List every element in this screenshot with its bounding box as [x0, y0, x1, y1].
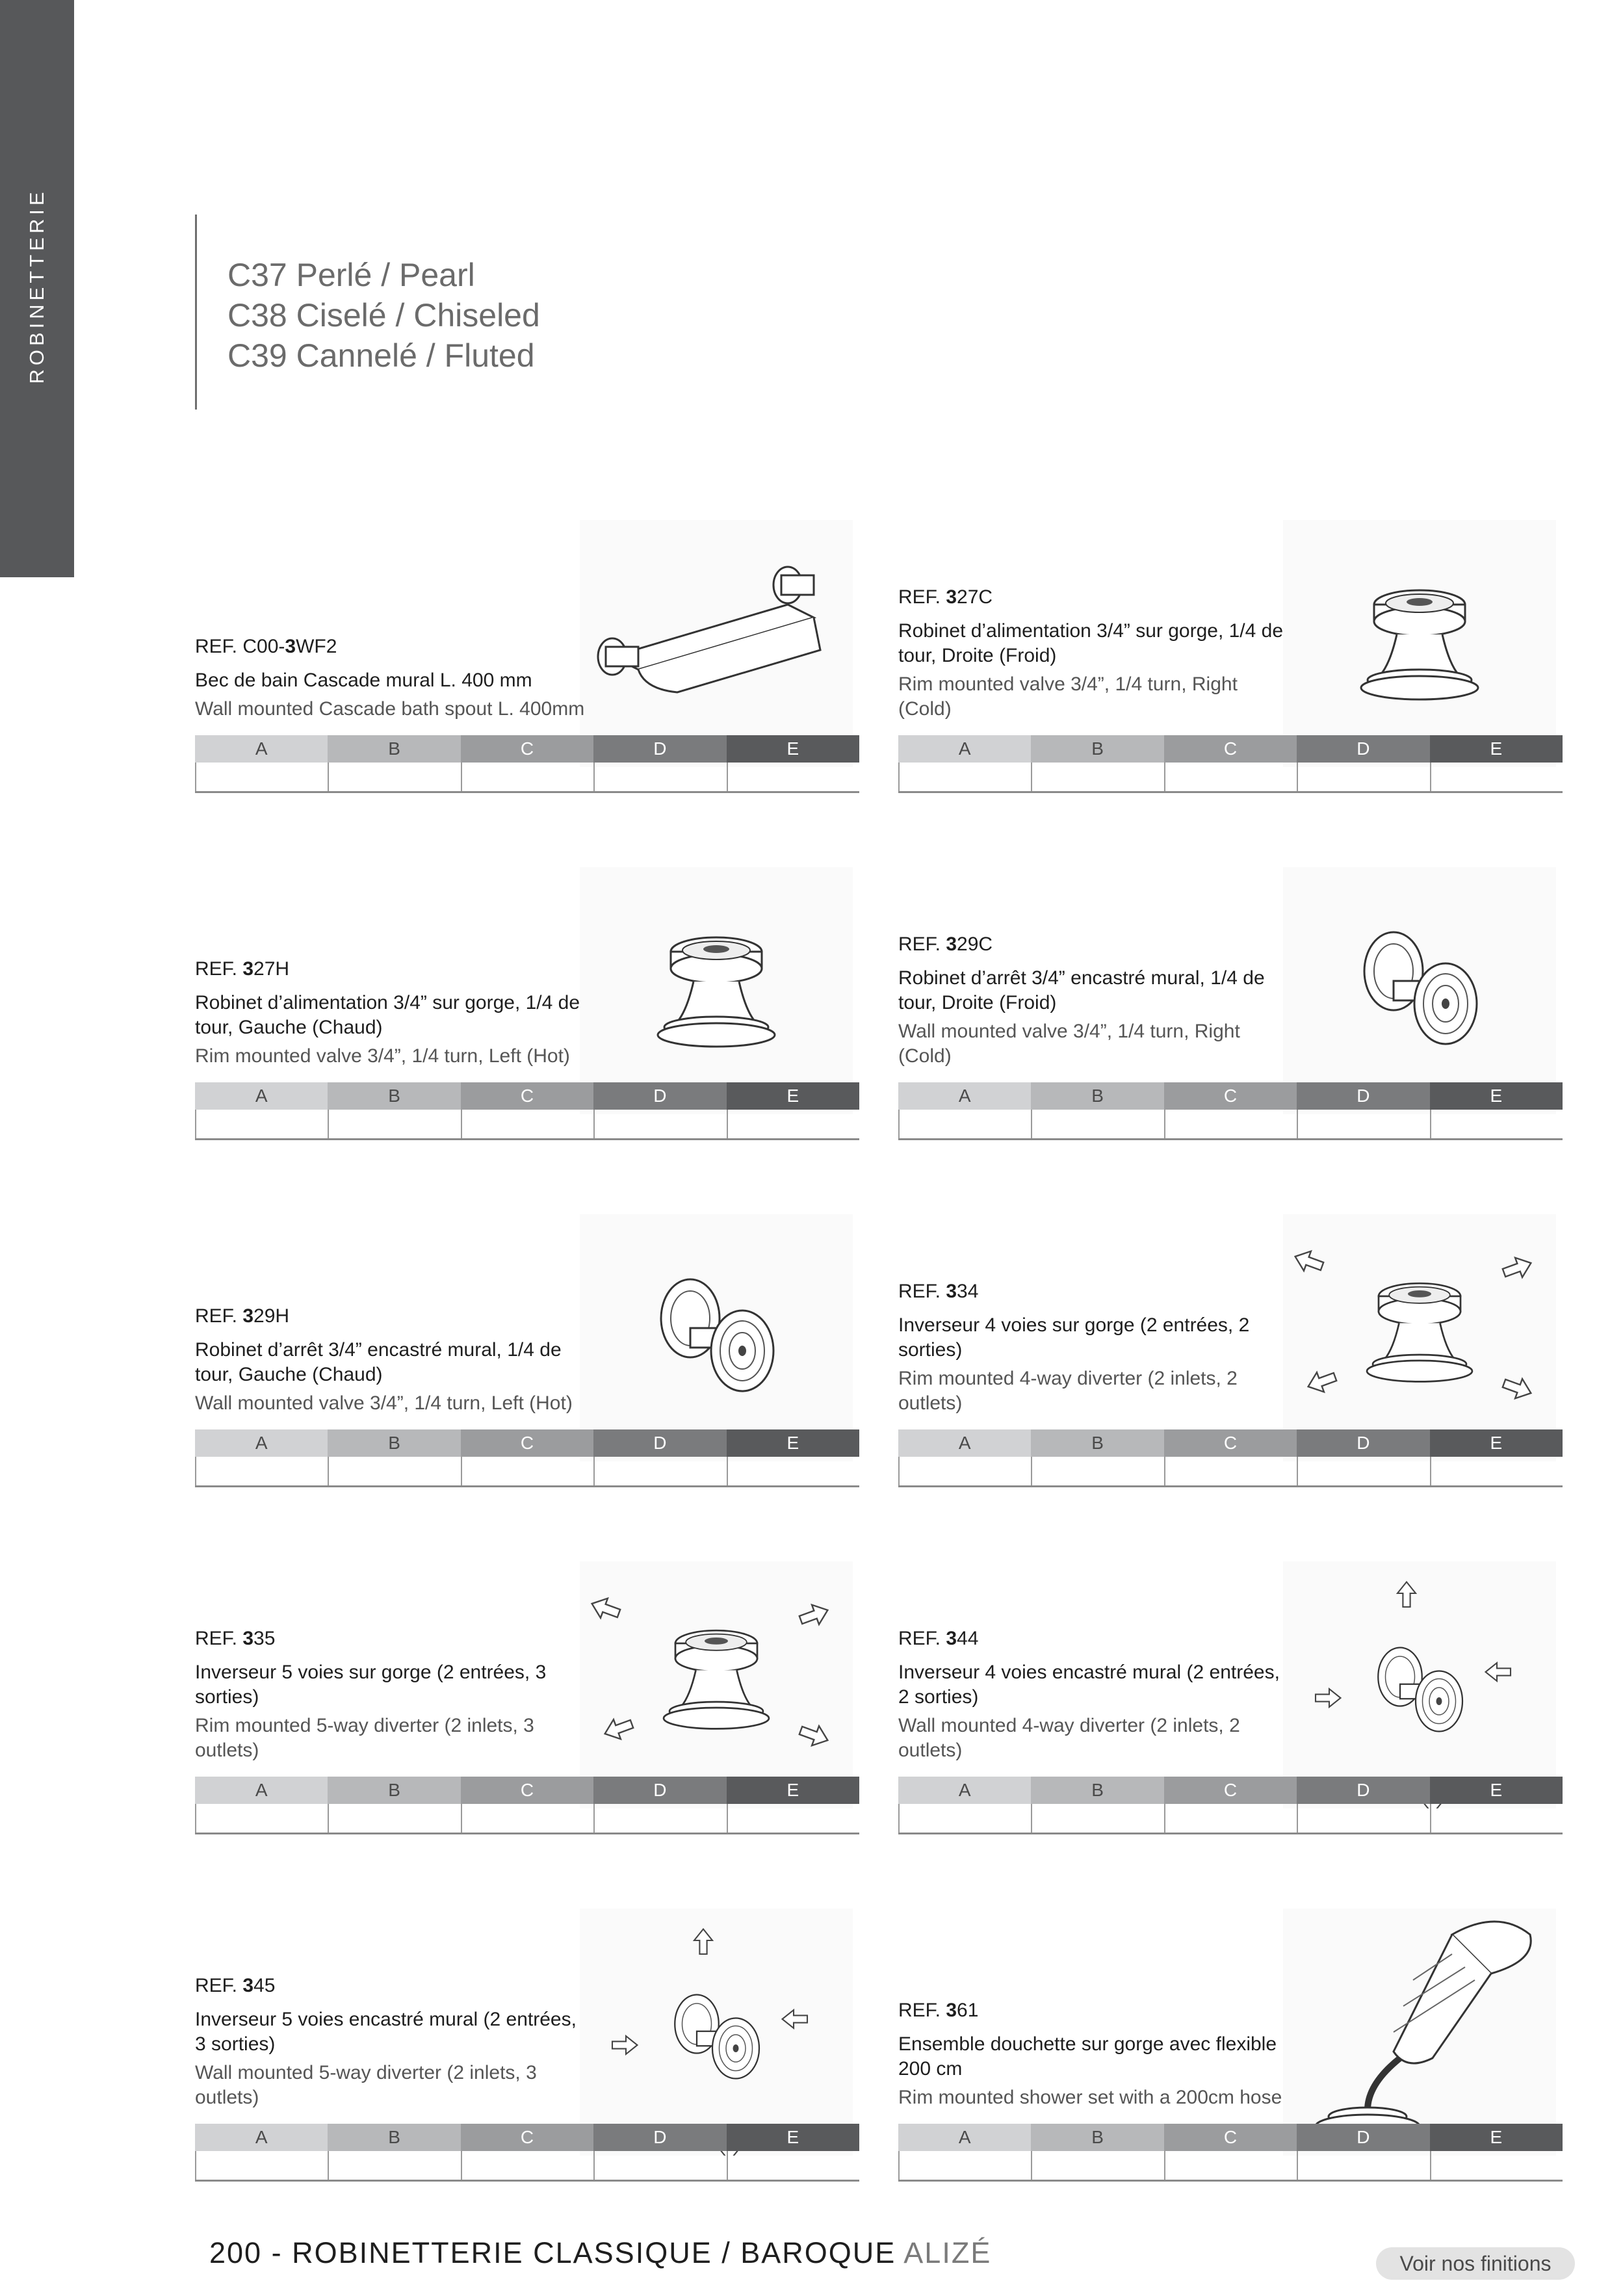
product-desc-en: Rim mounted 5-way diverter (2 inlets, 3 outlets) [195, 1715, 534, 1761]
finish-cell[interactable] [328, 1804, 460, 1833]
finish-grid [898, 1777, 1563, 1834]
product-illustration [1283, 1561, 1556, 1808]
finish-grid [195, 2124, 859, 2182]
finish-col-header: E [727, 1082, 859, 1110]
finish-col-header: D [593, 1777, 726, 1804]
title-rule [195, 215, 197, 410]
product-desc-fr: Inverseur 5 voies encastré mural (2 entrées, 3 sorties) [195, 2009, 577, 2055]
ref-suffix: 45 [253, 1975, 276, 1996]
finish-cell[interactable] [1031, 1110, 1163, 1138]
finish-cell[interactable] [593, 1457, 726, 1485]
rim-diverter-icon [580, 1561, 853, 1808]
finish-col-header: D [593, 1082, 726, 1110]
finish-col-header: D [1297, 2124, 1429, 2151]
ref-prefix: REF. [898, 586, 946, 608]
product-desc-en: Rim mounted valve 3/4”, 1/4 turn, Left (Hot) [195, 1045, 570, 1067]
finish-cell[interactable] [1031, 763, 1163, 791]
product-desc-en: Rim mounted 4-way diverter (2 inlets, 2 outlets) [898, 1368, 1238, 1414]
product-ref [898, 1626, 1295, 1651]
finish-cell[interactable] [727, 1457, 859, 1485]
ref-suffix: 29H [253, 1305, 290, 1327]
voir-finitions-button[interactable]: Voir nos finitions [1376, 2247, 1575, 2280]
product-text [195, 1974, 591, 2110]
finish-col-header: D [593, 2124, 726, 2151]
product-desc-fr: Ensemble douchette sur gorge avec flexible 200 cm [898, 2033, 1277, 2080]
finish-grid [898, 1429, 1563, 1487]
finish-col-header: A [195, 1429, 328, 1457]
finish-cell[interactable] [195, 2151, 328, 2180]
finish-col-header: A [195, 1777, 328, 1804]
finish-grid-body [195, 2151, 859, 2182]
finish-cell[interactable] [1430, 2151, 1563, 2180]
product-illustration [1283, 520, 1556, 767]
ref-suffix: 29C [957, 933, 993, 955]
product-text [195, 634, 591, 722]
ref-prefix: REF. [195, 958, 243, 980]
finish-grid-body [195, 1457, 859, 1487]
ref-series-digit: 3 [946, 1281, 957, 1302]
product-illustration [580, 1214, 853, 1461]
finish-cell[interactable] [593, 2151, 726, 2180]
footer-collection: ALIZÉ [903, 2236, 992, 2269]
finish-col-header: E [727, 1429, 859, 1457]
ref-suffix: 44 [957, 1628, 979, 1649]
product-desc-en: Wall mounted 5-way diverter (2 inlets, 3 outlets) [195, 2062, 537, 2108]
product-desc-fr: Robinet d’arrêt 3/4” encastré mural, 1/4 de tour, Droite (Froid) [898, 967, 1265, 1013]
finish-cell[interactable] [727, 1804, 859, 1833]
finish-grid-header [898, 1777, 1563, 1804]
product-illustration [580, 1909, 853, 2156]
product-desc-fr: Robinet d’arrêt 3/4” encastré mural, 1/4 de tour, Gauche (Chaud) [195, 1339, 562, 1385]
finish-col-header: B [328, 2124, 460, 2151]
product-text [898, 1626, 1295, 1763]
ref-prefix: REF. [898, 933, 946, 955]
finish-col-header: D [1297, 735, 1429, 763]
ref-prefix: REF. [898, 2000, 946, 2021]
product-ref [195, 1626, 591, 1651]
ref-series-digit: 3 [242, 1975, 254, 1996]
product-illustration [1283, 1214, 1556, 1461]
finish-cell[interactable] [1164, 2151, 1297, 2180]
finish-col-header: C [1164, 1082, 1297, 1110]
finish-cell[interactable] [1430, 1110, 1563, 1138]
ref-series-digit: 3 [242, 1628, 254, 1649]
product-card [898, 1214, 1563, 1513]
finish-col-header: A [195, 1082, 328, 1110]
finish-cell[interactable] [898, 763, 1031, 791]
ref-suffix: 61 [957, 2000, 979, 2021]
product-text [195, 1626, 591, 1763]
finish-cell[interactable] [328, 1110, 460, 1138]
product-desc-fr: Inverseur 4 voies encastré mural (2 entrées, 2 sorties) [898, 1662, 1280, 1708]
finish-grid-header [195, 2124, 859, 2151]
footer-separator: - [262, 2236, 292, 2269]
wall-valve-icon [580, 1214, 853, 1461]
finish-grid-body [898, 1457, 1563, 1487]
ref-prefix: REF. [195, 1628, 243, 1649]
ref-suffix: 27C [957, 586, 993, 608]
finish-col-header: B [1031, 735, 1163, 763]
page-number: 200 [209, 2236, 263, 2269]
finish-col-header: B [328, 735, 460, 763]
finish-cell[interactable] [1031, 1804, 1163, 1833]
finish-cell[interactable] [461, 1110, 593, 1138]
finish-col-header: D [1297, 1429, 1429, 1457]
finish-cell[interactable] [898, 1110, 1031, 1138]
series-line-c38: C38 Ciselé / Chiseled [227, 297, 540, 333]
finish-cell[interactable] [727, 1110, 859, 1138]
finish-grid-header [195, 735, 859, 763]
product-card [195, 1561, 859, 1860]
product-card [195, 867, 859, 1166]
finish-grid [195, 1777, 859, 1834]
finish-col-header: B [1031, 1777, 1163, 1804]
finish-col-header: B [1031, 1429, 1163, 1457]
side-tab [0, 0, 74, 577]
finish-col-header: A [898, 735, 1031, 763]
product-desc-fr: Inverseur 5 voies sur gorge (2 entrées, 3 sorties) [195, 1662, 547, 1708]
ref-prefix: REF. [898, 1281, 946, 1302]
product-illustration [1283, 1909, 1556, 2156]
finish-col-header: D [593, 1429, 726, 1457]
product-desc-fr: Robinet d’alimentation 3/4” sur gorge, 1/4 de tour, Droite (Froid) [898, 620, 1284, 666]
series-line-c37: C37 Perlé / Pearl [227, 257, 475, 293]
ref-series-digit: 3 [946, 586, 957, 608]
finish-cell[interactable] [593, 1110, 726, 1138]
finish-col-header: B [328, 1082, 460, 1110]
finish-grid [898, 1082, 1563, 1140]
product-card [898, 520, 1563, 819]
finish-grid-header [195, 1777, 859, 1804]
finish-grid [898, 2124, 1563, 2182]
ref-suffix: WF2 [296, 636, 337, 657]
finish-col-header: C [1164, 1777, 1297, 1804]
product-desc-fr: Robinet d’alimentation 3/4” sur gorge, 1/4 de tour, Gauche (Chaud) [195, 992, 580, 1038]
rim-valve-icon [1283, 520, 1556, 767]
product-text [898, 1998, 1295, 2110]
product-desc-en: Rim mounted valve 3/4”, 1/4 turn, Right (Cold) [898, 673, 1238, 720]
product-card [898, 1561, 1563, 1860]
finish-cell[interactable] [1430, 1457, 1563, 1485]
product-ref [195, 1974, 591, 1998]
ref-series-digit: 3 [946, 1628, 957, 1649]
finish-col-header: D [1297, 1082, 1429, 1110]
product-ref [898, 585, 1295, 610]
finish-col-header: C [1164, 2124, 1297, 2151]
finish-cell[interactable] [1031, 2151, 1163, 2180]
finish-grid-body [898, 2151, 1563, 2182]
finish-col-header: A [898, 1429, 1031, 1457]
product-ref [898, 1279, 1295, 1304]
product-desc-en: Wall mounted valve 3/4”, 1/4 turn, Left (Hot) [195, 1392, 573, 1414]
finish-col-header: E [1430, 735, 1563, 763]
series-line-c39: C39 Cannelé / Fluted [227, 337, 535, 374]
finish-cell[interactable] [898, 2151, 1031, 2180]
finish-col-header: E [727, 2124, 859, 2151]
finish-col-header: E [1430, 1429, 1563, 1457]
product-desc-fr: Bec de bain Cascade mural L. 400 mm [195, 670, 532, 691]
finish-cell[interactable] [461, 1804, 593, 1833]
finish-cell[interactable] [195, 1804, 328, 1833]
product-illustration [580, 1561, 853, 1808]
finish-grid-header [898, 1082, 1563, 1110]
finish-col-header: C [1164, 735, 1297, 763]
product-ref [195, 1304, 591, 1329]
page-footer [209, 2236, 991, 2270]
finish-grid-body [898, 763, 1563, 793]
finish-grid [195, 1082, 859, 1140]
product-ref [898, 1998, 1295, 2023]
finish-cell[interactable] [1430, 763, 1563, 791]
finish-cell[interactable] [727, 763, 859, 791]
finish-grid [195, 1429, 859, 1487]
finish-grid [898, 735, 1563, 793]
ref-suffix: 27H [253, 958, 290, 980]
finish-grid-body [195, 1110, 859, 1140]
product-text [898, 1279, 1295, 1416]
finish-col-header: A [195, 2124, 328, 2151]
ref-series-digit: 3 [946, 2000, 957, 2021]
finish-cell[interactable] [461, 2151, 593, 2180]
product-illustration [580, 867, 853, 1114]
finish-cell[interactable] [195, 1457, 328, 1485]
product-card [195, 1909, 859, 2208]
finish-grid-header [195, 1082, 859, 1110]
finish-cell[interactable] [328, 1457, 460, 1485]
finish-col-header: B [1031, 1082, 1163, 1110]
finish-grid [195, 735, 859, 793]
product-card [898, 1909, 1563, 2208]
finish-col-header: A [195, 735, 328, 763]
finish-col-header: C [461, 2124, 593, 2151]
rim-valve-icon [580, 867, 853, 1114]
ref-prefix: REF. [898, 1628, 946, 1649]
product-text [898, 585, 1295, 722]
product-desc-en: Wall mounted Cascade bath spout L. 400mm [195, 698, 585, 720]
finish-col-header: B [1031, 2124, 1163, 2151]
finish-cell[interactable] [1164, 1804, 1297, 1833]
finish-col-header: E [727, 1777, 859, 1804]
product-desc-en: Rim mounted shower set with a 200cm hose [898, 2087, 1282, 2108]
finish-col-header: E [1430, 1777, 1563, 1804]
finish-cell[interactable] [1297, 1457, 1429, 1485]
product-ref [195, 957, 591, 982]
finish-col-header: A [898, 2124, 1031, 2151]
series-title [227, 255, 540, 376]
rim-diverter-icon [1283, 1214, 1556, 1461]
product-illustration [1283, 867, 1556, 1114]
product-ref [195, 634, 591, 659]
finish-cell[interactable] [1297, 2151, 1429, 2180]
product-card [195, 520, 859, 819]
finish-grid-body [195, 763, 859, 793]
finish-cell[interactable] [727, 2151, 859, 2180]
finish-col-header: C [461, 1777, 593, 1804]
ref-suffix: 34 [957, 1281, 979, 1302]
ref-series-digit: 3 [946, 933, 957, 955]
finish-cell[interactable] [328, 763, 460, 791]
finish-cell[interactable] [593, 763, 726, 791]
ref-prefix: REF. [195, 1975, 243, 1996]
side-tab-label: ROBINETTERIE [25, 188, 48, 384]
finish-cell[interactable] [1430, 1804, 1563, 1833]
ref-series-digit: 3 [242, 958, 254, 980]
ref-prefix: REF. C00- [195, 636, 285, 657]
wall-valve-icon [1283, 867, 1556, 1114]
finish-col-header: B [328, 1777, 460, 1804]
wall-diverter-icon [1283, 1561, 1556, 1808]
finish-col-header: C [461, 1082, 593, 1110]
finish-cell[interactable] [898, 1804, 1031, 1833]
finish-col-header: E [727, 735, 859, 763]
product-desc-en: Wall mounted valve 3/4”, 1/4 turn, Right (Cold) [898, 1021, 1240, 1067]
finish-col-header: E [1430, 1082, 1563, 1110]
finish-cell[interactable] [195, 1110, 328, 1138]
finish-col-header: A [898, 1082, 1031, 1110]
finish-col-header: D [593, 735, 726, 763]
product-desc-en: Wall mounted 4-way diverter (2 inlets, 2 outlets) [898, 1715, 1240, 1761]
finish-col-header: C [1164, 1429, 1297, 1457]
finish-col-header: D [1297, 1777, 1429, 1804]
finish-col-header: C [461, 1429, 593, 1457]
product-ref [898, 932, 1295, 957]
hand-shower-icon [1283, 1909, 1556, 2156]
finish-cell[interactable] [1031, 1457, 1163, 1485]
product-card [195, 1214, 859, 1513]
ref-suffix: 35 [253, 1628, 276, 1649]
finish-col-header: A [898, 1777, 1031, 1804]
finish-cell[interactable] [1297, 763, 1429, 791]
product-illustration [580, 520, 853, 767]
product-text [195, 957, 591, 1069]
footer-section: ROBINETTERIE CLASSIQUE / BAROQUE [292, 2236, 904, 2269]
wall-diverter-icon [580, 1909, 853, 2156]
product-desc-fr: Inverseur 4 voies sur gorge (2 entrées, 2 sorties) [898, 1314, 1250, 1361]
finish-cell[interactable] [461, 1457, 593, 1485]
finish-cell[interactable] [1164, 763, 1297, 791]
finish-cell[interactable] [1164, 1457, 1297, 1485]
finish-grid-body [195, 1804, 859, 1834]
finish-col-header: E [1430, 2124, 1563, 2151]
finish-grid-header [898, 2124, 1563, 2151]
product-text [898, 932, 1295, 1069]
ref-prefix: REF. [195, 1305, 243, 1327]
finish-col-header: C [461, 735, 593, 763]
finish-cell[interactable] [1297, 1110, 1429, 1138]
product-text [195, 1304, 591, 1416]
finish-cell[interactable] [898, 1457, 1031, 1485]
finish-cell[interactable] [461, 763, 593, 791]
finish-grid-header [898, 735, 1563, 763]
finish-col-header: B [328, 1429, 460, 1457]
finish-grid-body [898, 1110, 1563, 1140]
finish-cell[interactable] [593, 1804, 726, 1833]
finish-cell[interactable] [1164, 1110, 1297, 1138]
finish-grid-header [898, 1429, 1563, 1457]
finish-grid-body [898, 1804, 1563, 1834]
finish-grid-header [195, 1429, 859, 1457]
product-card [898, 867, 1563, 1166]
finish-cell[interactable] [328, 2151, 460, 2180]
finish-cell[interactable] [1297, 1804, 1429, 1833]
ref-series-digit: 3 [285, 636, 296, 657]
ref-series-digit: 3 [242, 1305, 254, 1327]
bath-spout-icon [580, 520, 853, 767]
finish-cell[interactable] [195, 763, 328, 791]
